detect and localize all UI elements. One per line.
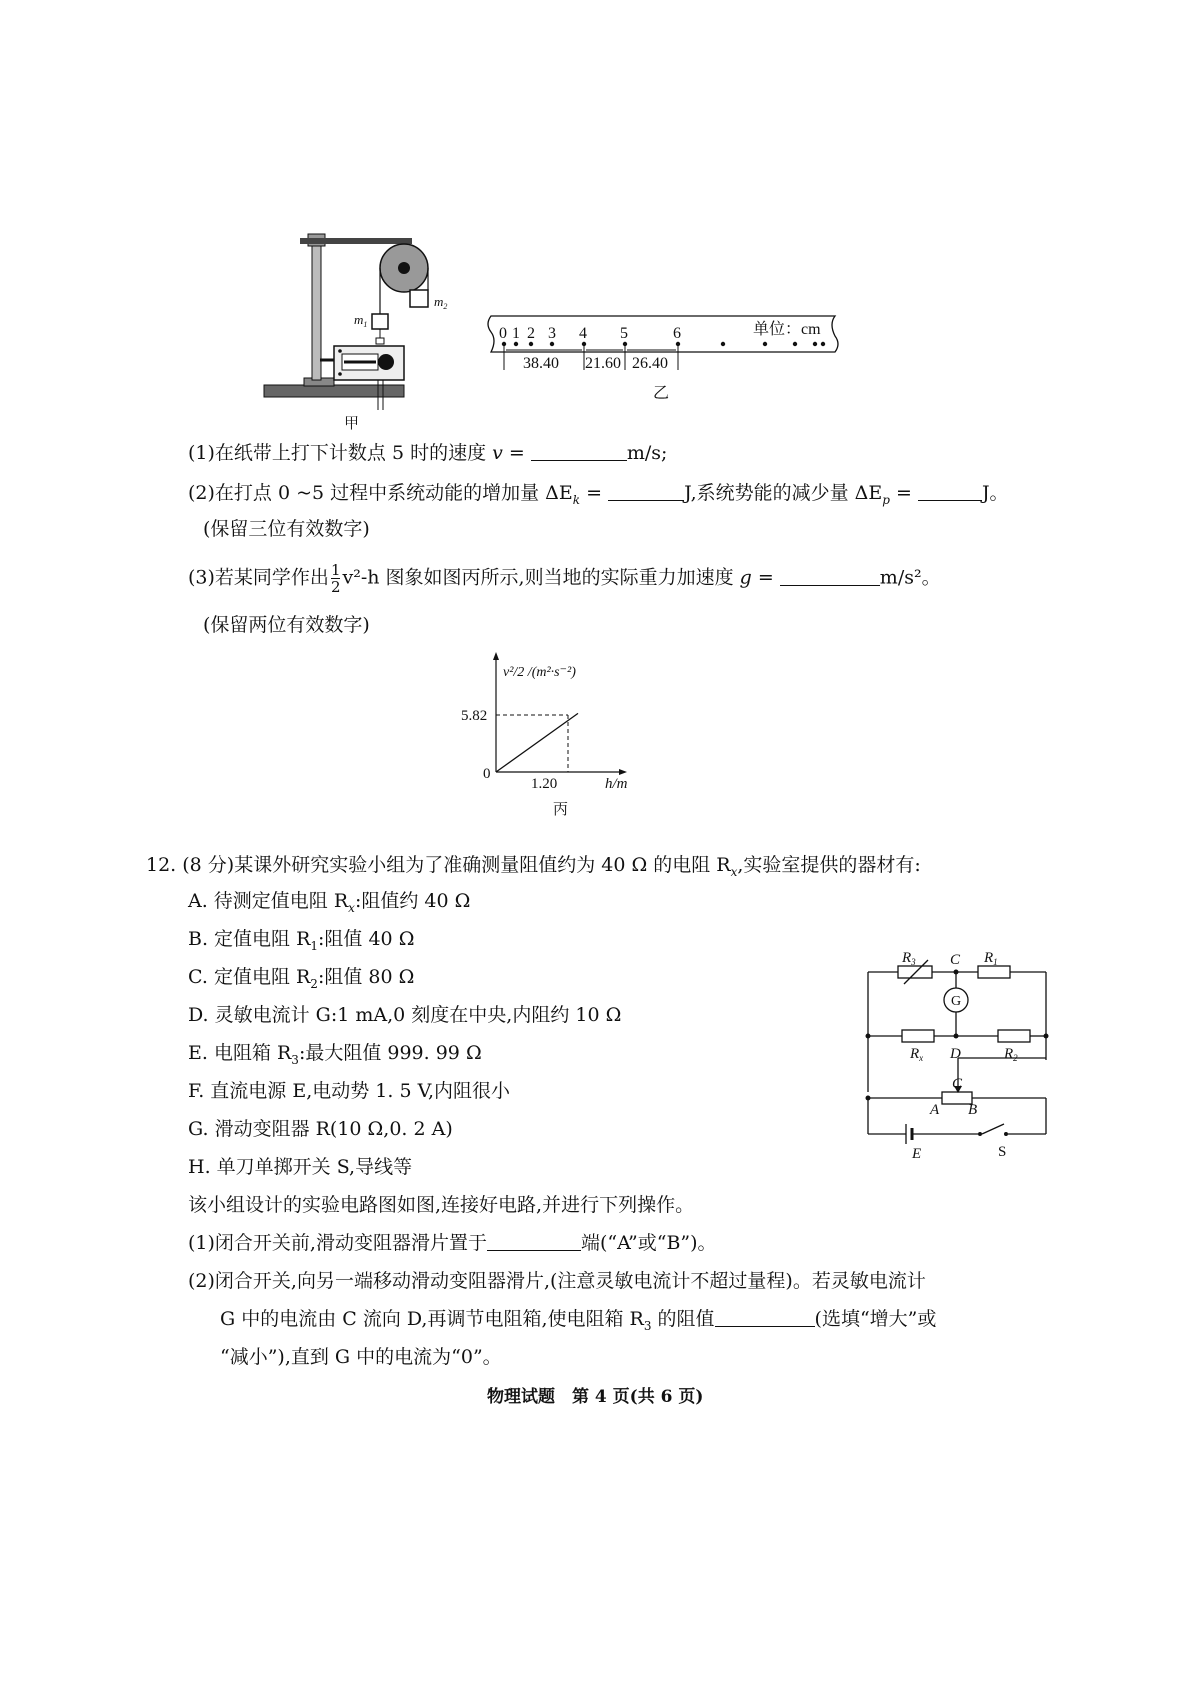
q11-part2: (2)在打点 0 ~5 过程中系统动能的增加量 $\Delta E_k = J$,系统势能的减少量 $\Delta E_p = J$。	[188, 482, 1009, 507]
q12-item-f: F. 直流电源 E,电动势 1. 5 V,内阻很小	[188, 1080, 511, 1102]
point-label-0: 0	[499, 325, 507, 342]
m2-label: m	[434, 294, 444, 309]
fraction-numerator: 1	[330, 561, 341, 579]
svg-text:m1: $m_1$	[354, 312, 368, 329]
distance-0-4: 38.40	[523, 355, 559, 372]
svg-text:R3: $R_3$	[902, 950, 916, 967]
answer-blank[interactable]	[487, 1232, 581, 1251]
point-label-1: 1	[512, 325, 520, 342]
point-label-6: 6	[673, 325, 681, 342]
point-label-2: 2	[527, 325, 535, 342]
y-axis-arrow-icon	[493, 652, 499, 660]
end-b-label: B	[968, 1102, 978, 1118]
svg-text:Rx: $R_x$	[910, 1046, 924, 1063]
answer-blank[interactable]	[918, 482, 982, 501]
q12-item-c: C. 定值电阻 $R_2$:阻值 80 Ω	[188, 966, 415, 991]
source-e-label: E	[912, 1146, 922, 1162]
q12-item-g: G. 滑动变阻器 R(10 Ω,0. 2 A)	[188, 1118, 453, 1140]
y-axis-label: v²/2 /(m²·s⁻²)	[503, 665, 576, 680]
q12-heading: 12. (8 分)某课外研究实验小组为了准确测量阻值约为 40 Ω 的电阻 $R_x$,实验室提供的器材有:	[146, 854, 921, 879]
distance-5-6: 26.40	[632, 355, 668, 372]
rx-label: R	[910, 1046, 920, 1062]
q11-part3-note: (保留两位有效数字)	[203, 614, 370, 636]
series-line	[496, 713, 578, 772]
m1-label: m	[354, 312, 364, 327]
x-tick-label: 1.20	[531, 776, 558, 792]
graph-caption: 丙	[553, 802, 569, 818]
fig-jia-caption: 甲	[344, 416, 360, 432]
q11-part2-note: (保留三位有效数字)	[203, 518, 370, 540]
graph-figure	[455, 648, 665, 818]
answer-blank[interactable]	[715, 1308, 815, 1327]
answer-blank[interactable]	[608, 482, 684, 501]
slider-c-label: C	[952, 1076, 963, 1092]
node-c-label: C	[950, 952, 961, 968]
answer-blank[interactable]	[780, 567, 880, 586]
q11-part3: (3)若某同学作出 $\frac{1}{2}$ v²-h 图象如图丙所示,则当地的实际重力加速度 g = m/s²。	[188, 561, 941, 596]
galvanometer-label: G	[951, 994, 962, 1009]
q12-item-e: E. 电阻箱 $R_3$:最大阻值 999. 99 Ω	[188, 1042, 482, 1067]
end-a-label: A	[930, 1102, 940, 1118]
answer-blank[interactable]	[531, 442, 627, 461]
y-tick-label: 5.82	[461, 708, 488, 724]
q12-item-h: H. 单刀单掷开关 S,导线等	[188, 1156, 413, 1178]
fraction-denominator: 2	[330, 578, 341, 596]
point-label-5: 5	[620, 325, 628, 342]
q11-part1: (1)在纸带上打下计数点 5 时的速度 v = m/s;	[188, 442, 668, 464]
tape-unit-label: 单位：cm	[753, 321, 821, 338]
q12-item-d: D. 灵敏电流计 G:1 mA,0 刻度在中央,内阻约 10 Ω	[188, 1004, 622, 1026]
q12-step2-line2: G 中的电流由 C 流向 D,再调节电阻箱,使电阻箱 $R_3$ 的阻值 (选填“增大”或	[220, 1308, 937, 1333]
q12-step2-line1: (2)闭合开关,向另一端移动滑动变阻器滑片,(注意灵敏电流计不超过量程)。若灵敏电流计	[188, 1270, 926, 1292]
page-footer: 物理试题 第 4 页(共 6 页)	[487, 1387, 704, 1407]
point-label-4: 4	[579, 325, 587, 342]
q12-item-b: B. 定值电阻 $R_1$:阻值 40 Ω	[188, 928, 415, 953]
svg-text:R2: $R_2$	[1004, 1046, 1018, 1063]
fig-yi-caption: 乙	[653, 385, 670, 402]
point-label-3: 3	[548, 325, 556, 342]
svg-text:m2: $m_2$	[434, 294, 448, 311]
q12-step2-line3: “减小”),直到 G 中的电流为“0”。	[220, 1346, 502, 1368]
q12-step1: (1)闭合开关前,滑动变阻器滑片置于 端(“A”或“B”)。	[188, 1232, 717, 1254]
apparatus-figure	[258, 228, 488, 438]
q12-item-a: A. 待测定值电阻 $R_x$:阻值约 40 Ω	[188, 890, 471, 915]
distance-4-5: 21.60	[585, 355, 621, 372]
x-axis-arrow-icon	[619, 769, 627, 775]
node-d-label: D	[950, 1046, 961, 1062]
r1-label: R	[984, 950, 994, 966]
circuit-diagram	[858, 948, 1058, 1168]
r2-label: R	[1004, 1046, 1014, 1062]
r3-label: R	[902, 950, 912, 966]
switch-s-label: S	[998, 1144, 1007, 1160]
origin-label: 0	[483, 766, 491, 782]
tape-figure	[485, 308, 845, 408]
q12-design-text: 该小组设计的实验电路图如图,连接好电路,并进行下列操作。	[188, 1194, 695, 1216]
x-axis-label: h/m	[605, 776, 628, 792]
svg-text:R1: $R_1$	[984, 950, 998, 967]
